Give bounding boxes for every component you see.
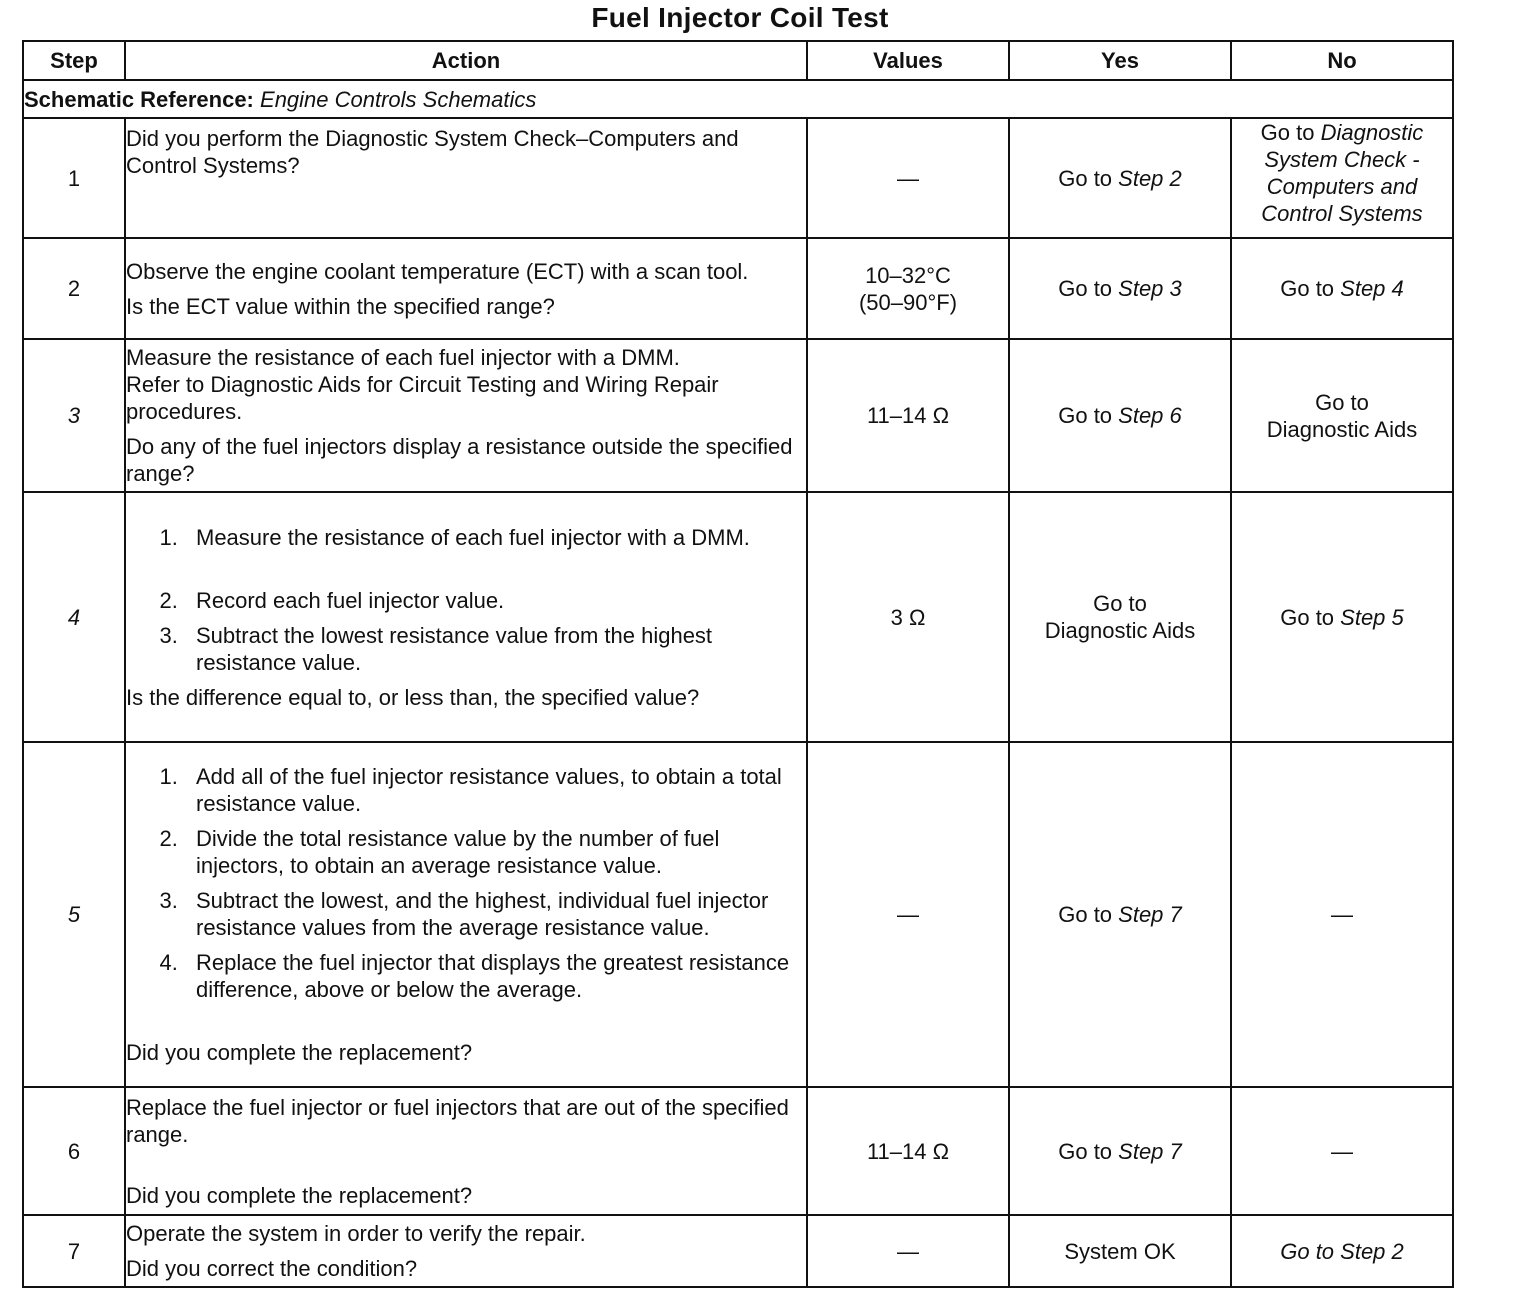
action-question: Did you complete the replacement?	[126, 1040, 473, 1065]
action-question: Do any of the fuel injectors display a resistance outside the specified range?	[126, 434, 793, 486]
step-number: 3	[23, 339, 125, 492]
table-row-step-7	[23, 1215, 1453, 1287]
action-cell	[125, 339, 807, 492]
action-text: Operate the system in order to verify the repair.	[126, 1221, 586, 1246]
no-cell: Go to Diagnostic System Check - Computers and Control Systems	[1231, 118, 1453, 238]
yes-cell: Go to Step 6	[1009, 339, 1231, 492]
action-cell	[125, 492, 807, 742]
yes-cell: Go to Step 7	[1009, 1087, 1231, 1215]
header-no: No	[1231, 41, 1453, 80]
step-link: Step 6	[1118, 403, 1182, 428]
table-row-step-6	[23, 1087, 1453, 1215]
action-step: 2. Record each fuel injector value.	[184, 587, 806, 614]
action-steps	[126, 763, 806, 1003]
step-link: Step 3	[1118, 276, 1182, 301]
action-step: 3. Subtract the lowest resistance value from the highest resistance value.	[184, 622, 806, 676]
step-link: Step 2	[1118, 165, 1182, 191]
table-row-step-2	[23, 238, 1453, 339]
values-cell: 11–14 Ω	[807, 339, 1009, 492]
schematic-ref: Engine Controls Schematics	[260, 86, 537, 112]
action-step: 4. Replace the fuel injector that displays the greatest resistance difference, above or below the average.	[184, 949, 806, 1003]
no-cell: —	[1231, 1087, 1453, 1215]
step-number: 7	[23, 1215, 125, 1287]
no-cell: —	[1231, 742, 1453, 1087]
values-cell: 3 Ω	[807, 492, 1009, 742]
step-link: Step 5	[1340, 604, 1404, 630]
document-title: Fuel Injector Coil Test	[591, 2, 889, 33]
action-question: Did you complete the replacement?	[126, 1182, 473, 1208]
step-number: 4	[23, 492, 125, 742]
values-cell: —	[807, 118, 1009, 238]
diagnostic-link: Diagnostic System Check - Computers and Control Systems	[1261, 120, 1424, 226]
action-text: Did you perform the Diagnostic System Check–Computers and Control Systems?	[126, 126, 739, 178]
action-steps	[126, 524, 806, 676]
schematic-reference	[23, 80, 1453, 118]
action-step: 2. Divide the total resistance value by the number of fuel injectors, to obtain an average resistance value.	[184, 825, 806, 879]
yes-cell: Go to Diagnostic Aids	[1009, 492, 1231, 742]
action-cell	[125, 238, 807, 339]
no-cell: Go to Diagnostic Aids	[1231, 339, 1453, 492]
step-link: Step 4	[1340, 276, 1404, 301]
table-row-step-1	[23, 118, 1453, 238]
schematic-row	[23, 80, 1453, 118]
action-text: Measure the resistance of each fuel injector with a DMM.	[126, 345, 680, 370]
values-cell: 11–14 Ω	[807, 1087, 1009, 1215]
step-number: 5	[23, 742, 125, 1087]
step-link: Step 7	[1118, 1138, 1182, 1164]
action-question: Is the ECT value within the specified range?	[126, 293, 555, 319]
step-number: 2	[23, 238, 125, 339]
action-text: Observe the engine coolant temperature (ECT) with a scan tool.	[126, 258, 749, 284]
yes-cell: Go to Step 3	[1009, 238, 1231, 339]
no-cell: Go to Step 2	[1231, 1215, 1453, 1287]
action-cell	[125, 742, 807, 1087]
action-question: Is the difference equal to, or less than, the specified value?	[126, 684, 700, 710]
table-row-step-3	[23, 339, 1453, 492]
header-action: Action	[125, 41, 807, 80]
schematic-label: Schematic Reference:	[24, 86, 254, 112]
action-step: 1. Add all of the fuel injector resistance values, to obtain a total resistance value.	[184, 763, 806, 817]
values-cell: —	[807, 1215, 1009, 1287]
action-cell	[125, 118, 807, 238]
action-question: Did you correct the condition?	[126, 1256, 418, 1281]
action-cell	[125, 1087, 807, 1215]
action-text: Replace the fuel injector or fuel injectors that are out of the specified range.	[126, 1094, 789, 1147]
action-note: Refer to Diagnostic Aids for Circuit Testing and Wiring Repair procedures.	[126, 372, 719, 424]
header-yes: Yes	[1009, 41, 1231, 80]
step-link: Step 7	[1118, 902, 1182, 927]
action-cell	[125, 1215, 807, 1287]
yes-cell: System OK	[1009, 1215, 1231, 1287]
values-cell: —	[807, 742, 1009, 1087]
diagnostic-table	[22, 40, 1454, 1288]
table-row-step-5	[23, 742, 1453, 1087]
no-cell: Go to Step 5	[1231, 492, 1453, 742]
step-number: 6	[23, 1087, 125, 1215]
table-row-step-4	[23, 492, 1453, 742]
step-number: 1	[23, 118, 125, 238]
header-values: Values	[807, 41, 1009, 80]
action-step: 3. Subtract the lowest, and the highest, individual fuel injector resistance values from the average resistance value.	[184, 887, 806, 941]
header-row	[23, 41, 1453, 80]
no-cell: Go to Step 4	[1231, 238, 1453, 339]
header-step: Step	[23, 41, 125, 80]
action-step: 1. Measure the resistance of each fuel injector with a DMM.	[184, 524, 806, 551]
yes-cell: Go to Step 7	[1009, 742, 1231, 1087]
values-cell: 10–32°C (50–90°F)	[807, 238, 1009, 339]
yes-cell: Go to Step 2	[1009, 118, 1231, 238]
